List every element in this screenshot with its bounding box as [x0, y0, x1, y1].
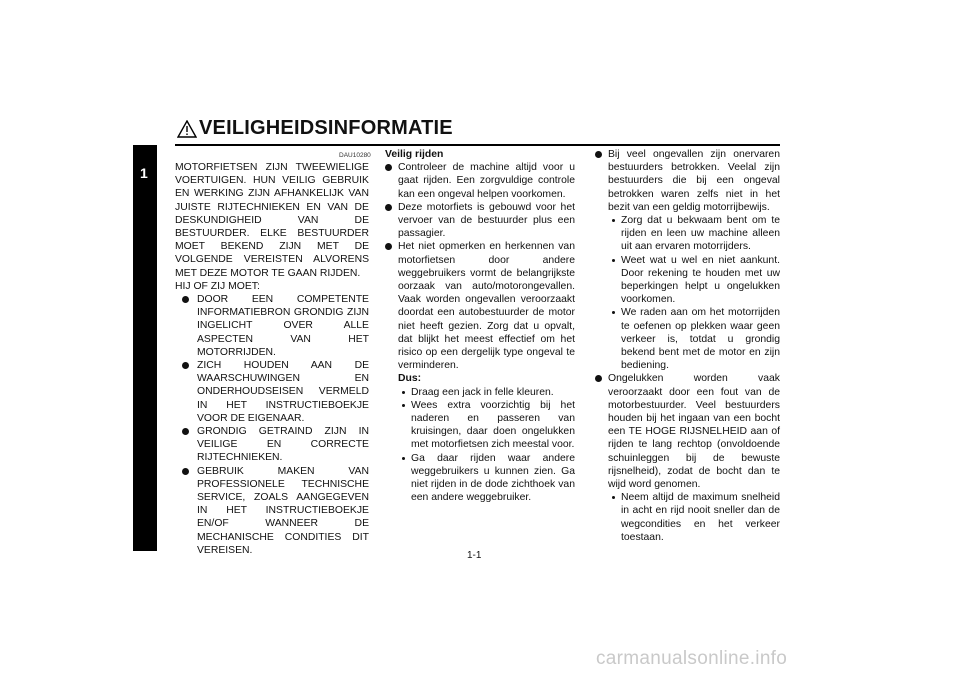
- experience-list: [595, 148, 780, 544]
- safety-list: [385, 161, 575, 372]
- intro-paragraph: MOTORFIETSEN ZIJN TWEEWIELIGE VOERTUIGEN. HUN VEILIG GEBRUIK EN WERKING ZIJN AFHANKELIJK VAN JUISTE RIJTECHNIEKEN EN VAN DE DESKUNDIGHEID VAN DE BESTUURDER. ELKE BESTUURDER MOET BEKEND ZIJN MET DE VOLGENDE VEREISTEN ALVORENS MET DEZE MOTOR TE GAAN RIJDEN.: [175, 162, 369, 279]
- dus-block: [385, 372, 575, 504]
- column-2: [385, 148, 575, 504]
- sub-list: [608, 491, 780, 544]
- section-header: [175, 116, 780, 146]
- list-item: ZICH HOUDEN AAN DE WAARSCHUWINGEN EN ONDERHOUDSEISEN VERMELD IN HET INSTRUCTIEBOEKJE VOOR DE EIGENAAR.: [175, 359, 369, 425]
- sub-list-item: Neem altijd de maximum snelheid in acht en rijd nooit sneller dan de wegcondities en het verkeer toestaan.: [610, 491, 780, 544]
- dus-label: Dus:: [398, 373, 422, 385]
- sub-list-item: Wees extra voorzichtig bij het naderen en passeren van kruisingen, daar doen ongelukken met motorfietsen zich meestal voor.: [400, 399, 575, 452]
- list-item: GEBRUIK MAKEN VAN PROFESSIONELE TECHNISCHE SERVICE, ZOALS AANGEGEVEN IN HET INSTRUCTIEBOEKJE EN/OF WANNEER DE MECHANISCHE CONDITIES DIT VEREISEN.: [175, 465, 369, 557]
- page-number: 1-1: [467, 550, 482, 561]
- sub-list-item: Draag een jack in felle kleuren.: [400, 386, 575, 399]
- chapter-tab: [133, 145, 157, 551]
- column-1: [175, 161, 369, 557]
- document-code: DAU10280: [339, 152, 371, 159]
- requirements-list: [175, 293, 369, 557]
- list-item: Het niet opmerken en herkennen van motorfietsen door andere weggebruikers vormt de belangrijkste oorzaak van auto/motorongevallen. Vaak worden ongevallen veroorzaakt doordat een autobestuurder de motor niet heeft gezien. Zorg dat u opvalt, dat blijkt het meest effectief om het risico op een dergelijk type ongeval te verminderen.: [385, 240, 575, 372]
- watermark: carmanualsonline.info: [596, 648, 788, 669]
- sub-list: [608, 214, 780, 372]
- list-item: [595, 372, 780, 544]
- list-item: Controleer de machine altijd voor u gaat rijden. Een zorgvuldige controle kan een ongeval helpen voorkomen.: [385, 161, 575, 201]
- page-title: VEILIGHEIDSINFORMATIE: [199, 117, 453, 139]
- section-heading: Veilig rijden: [385, 149, 444, 160]
- list-item: Deze motorfiets is gebouwd voor het vervoer van de bestuurder plus een passagier.: [385, 201, 575, 241]
- chapter-number: 1: [140, 165, 148, 181]
- sub-list-item: Weet wat u wel en niet aankunt. Door rekening te houden met uw beperkingen helpt u ongelukken voorkomen.: [610, 254, 780, 307]
- lead-text: HIJ OF ZIJ MOET:: [175, 280, 260, 292]
- sub-list-item: Ga daar rijden waar andere weggebruikers u kunnen zien. Ga niet rijden in de dode zichthoek van een andere weggebruiker.: [400, 452, 575, 505]
- sub-list-item: We raden aan om het motorrijden te oefenen op plekken waar geen verkeer is, totdat u grondig bekend bent met de motor en zijn bediening.: [610, 306, 780, 372]
- item-text: Ongelukken worden vaak veroorzaakt door een fout van de motorbestuurder. Veel bestuurders houden bij het ingaan van een bocht een TE HOGE RIJSNELHEID aan of rijden te lang rechtop (onvoldoende schuinleggen bij de bewuste rijsnelheid), zodat de bocht dan te wijd word genomen.: [608, 373, 780, 491]
- list-item: GRONDIG GETRAIND ZIJN IN VEILIGE EN CORRECTE RIJTECHNIEKEN.: [175, 425, 369, 465]
- dus-list: [398, 386, 575, 505]
- column-3: [595, 148, 780, 544]
- item-text: Bij veel ongevallen zijn onervaren bestuurders betrokken. Veelal zijn bestuurders die bij een ongeval betrokken waren zelfs niet in het bezit van een geldig motorrijbewijs.: [608, 149, 780, 213]
- list-item: [595, 148, 780, 372]
- sub-list-item: Zorg dat u bekwaam bent om te rijden en leen uw machine alleen uit aan ervaren motorrijders.: [610, 214, 780, 254]
- warning-triangle-icon: [177, 120, 197, 138]
- list-item: DOOR EEN COMPETENTE INFORMATIEBRON GRONDIG ZIJN INGELICHT OVER ALLE ASPECTEN VAN HET MOTORRIJDEN.: [175, 293, 369, 359]
